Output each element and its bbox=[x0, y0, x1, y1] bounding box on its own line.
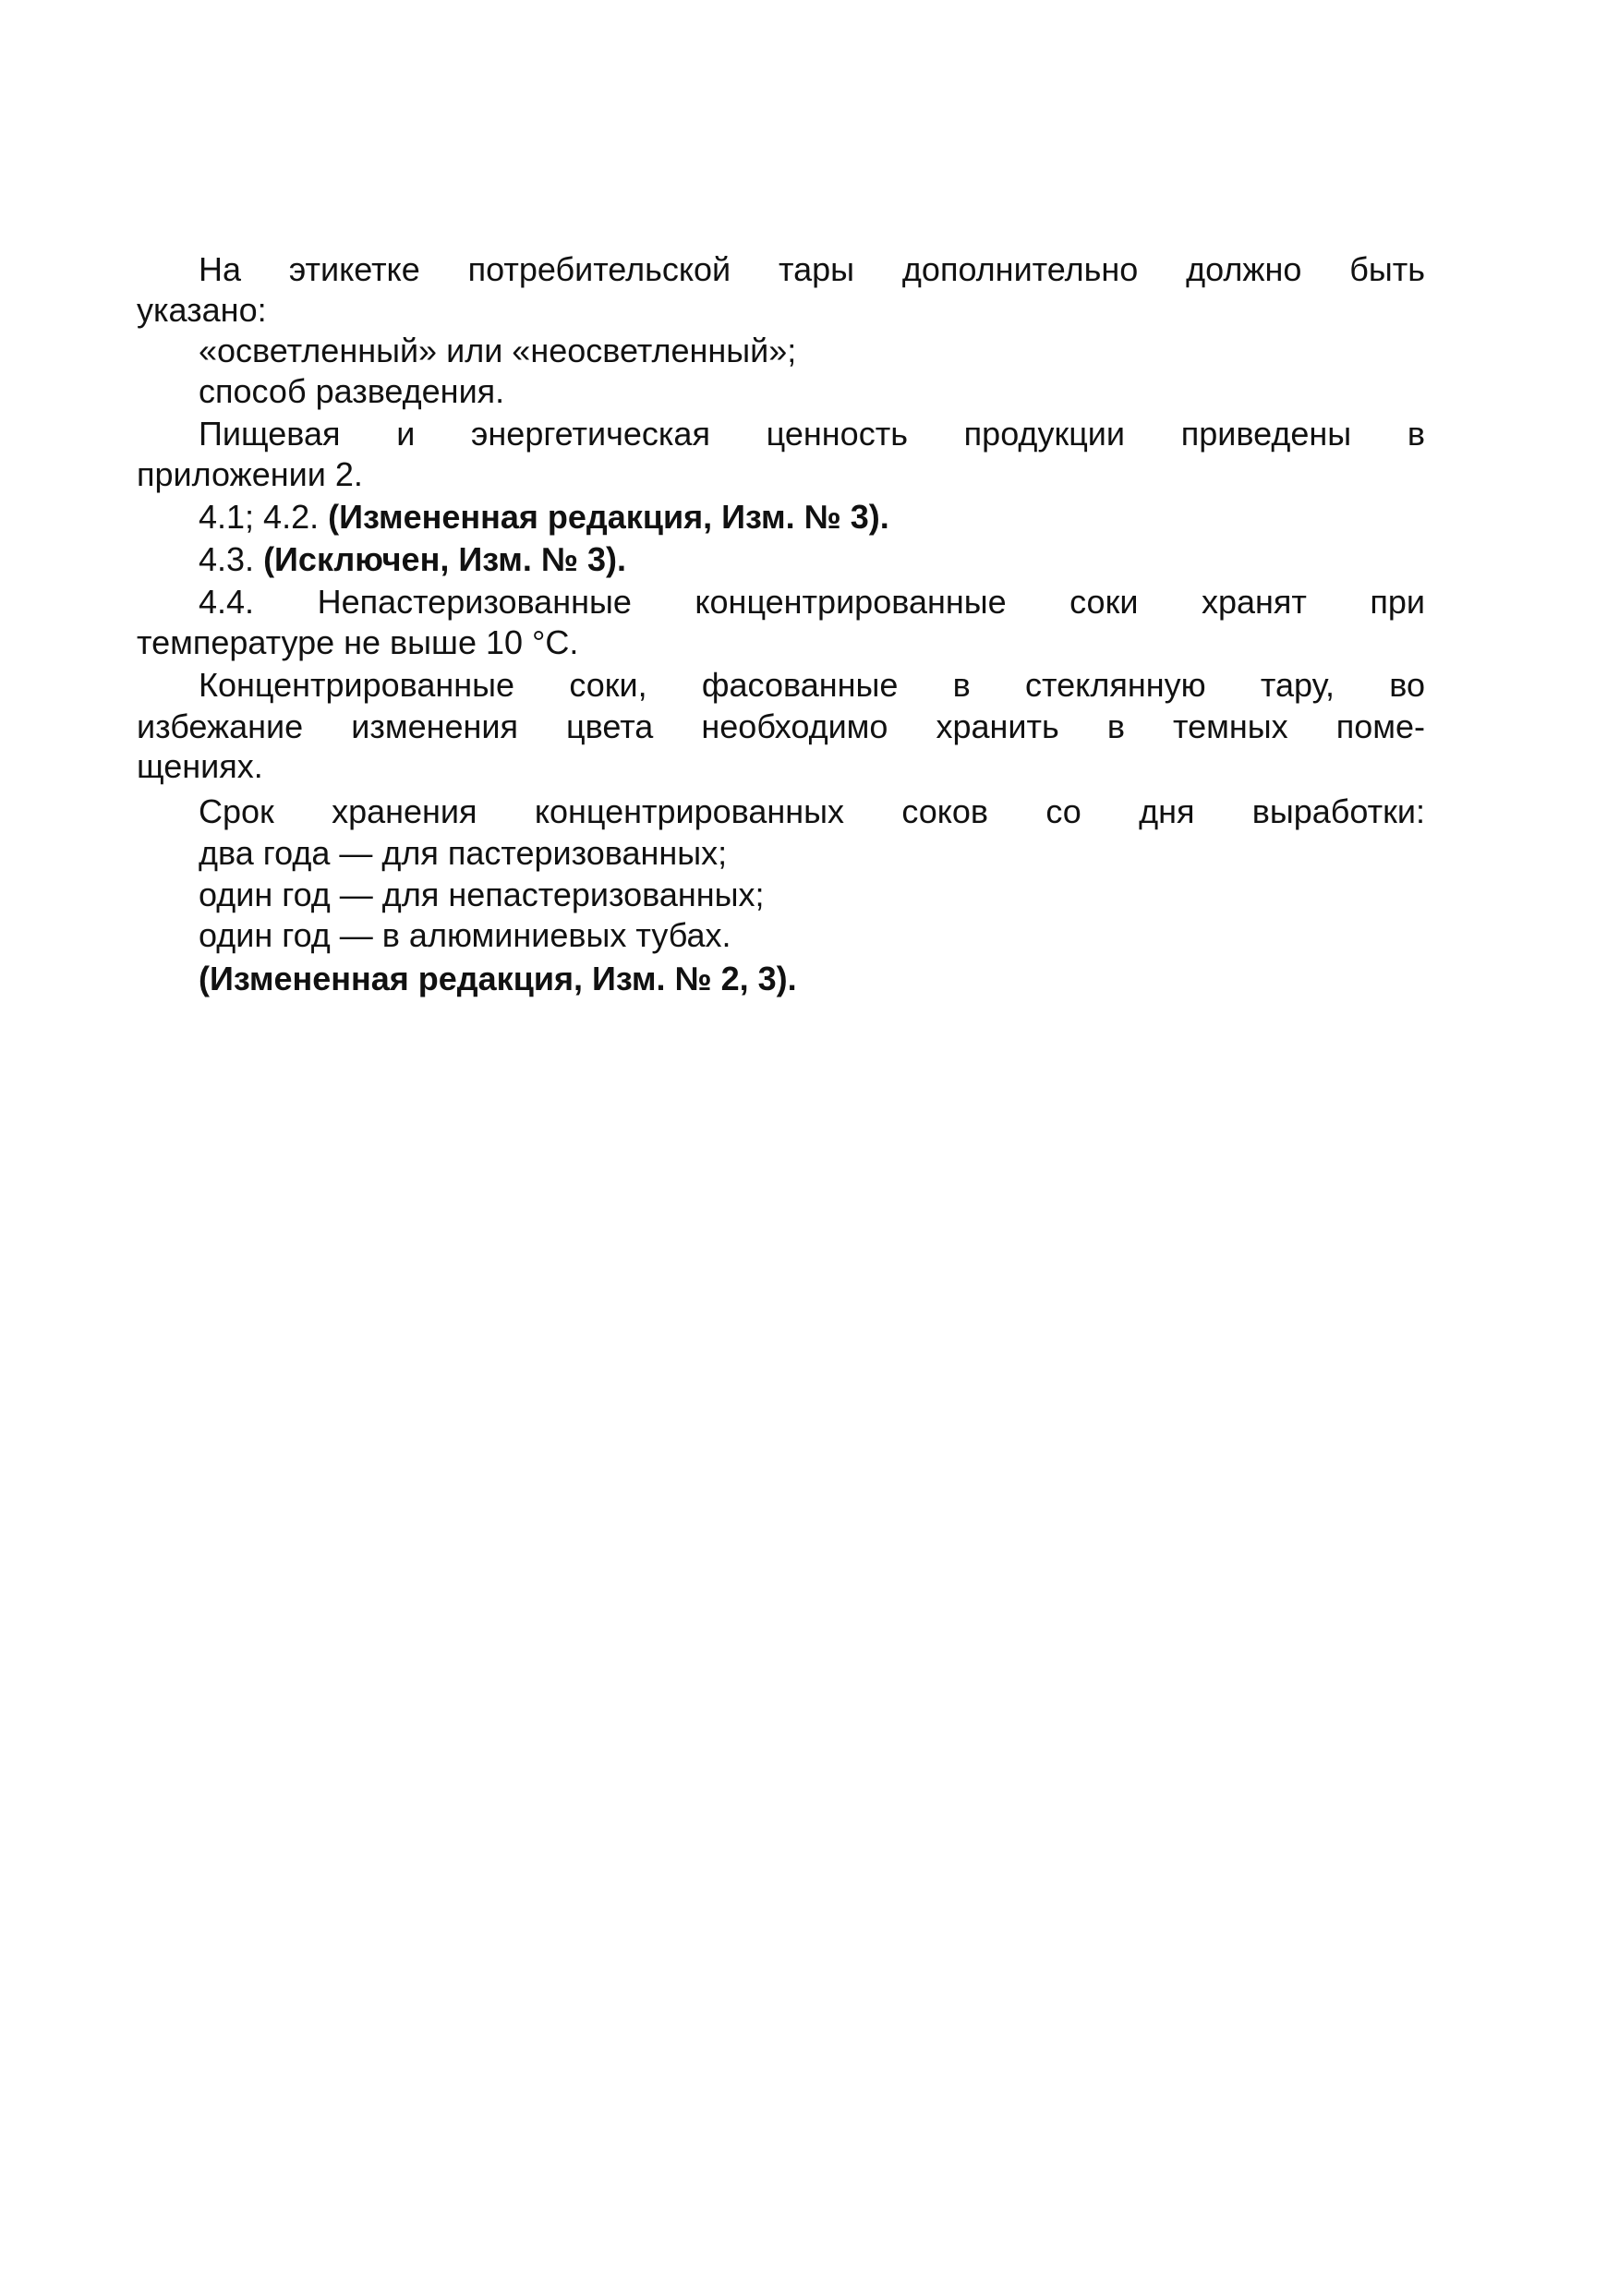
paragraph-line: Концентрированные соки, фасованные в стеклянную тару, во bbox=[199, 666, 1425, 704]
list-item: способ разведения. bbox=[199, 372, 505, 410]
list-item: два года — для пастеризованных; bbox=[199, 834, 728, 872]
paragraph-line: избежание изменения цвета необходимо хранить в темных поме- bbox=[137, 707, 1425, 745]
clause-number: 4.3. bbox=[199, 540, 255, 578]
paragraph-line: указано: bbox=[137, 291, 267, 329]
list-item: один год — для непастеризованных; bbox=[199, 876, 765, 913]
list-item: один год — в алюминиевых тубах. bbox=[199, 916, 731, 954]
paragraph-line: щениях. bbox=[137, 747, 263, 785]
amendment-note bbox=[199, 539, 1425, 580]
amendment-text: (Измененная редакция, Изм. № 3). bbox=[328, 498, 889, 536]
amendment-text: (Исключен, Изм. № 3). bbox=[263, 540, 626, 578]
paragraph-line: температуре не выше 10 °С. bbox=[137, 623, 579, 661]
paragraph-line: На этикетке потребительской тары дополнительно должно быть bbox=[199, 250, 1425, 288]
paragraph-line: 4.4. Непастеризованные концентрированные соки хранят при bbox=[199, 583, 1425, 621]
paragraph-line: приложении 2. bbox=[137, 455, 363, 493]
clause-number: 4.1; 4.2. bbox=[199, 498, 320, 536]
amendment-note bbox=[199, 497, 1425, 538]
paragraph-line: Пищевая и энергетическая ценность продукции приведены в bbox=[199, 415, 1425, 453]
list-item: «осветленный» или «неосветленный»; bbox=[199, 332, 797, 369]
amendment-note: (Измененная редакция, Изм. № 2, 3). bbox=[199, 960, 797, 997]
paragraph-line: Срок хранения концентрированных соков со дня выработки: bbox=[199, 792, 1425, 830]
